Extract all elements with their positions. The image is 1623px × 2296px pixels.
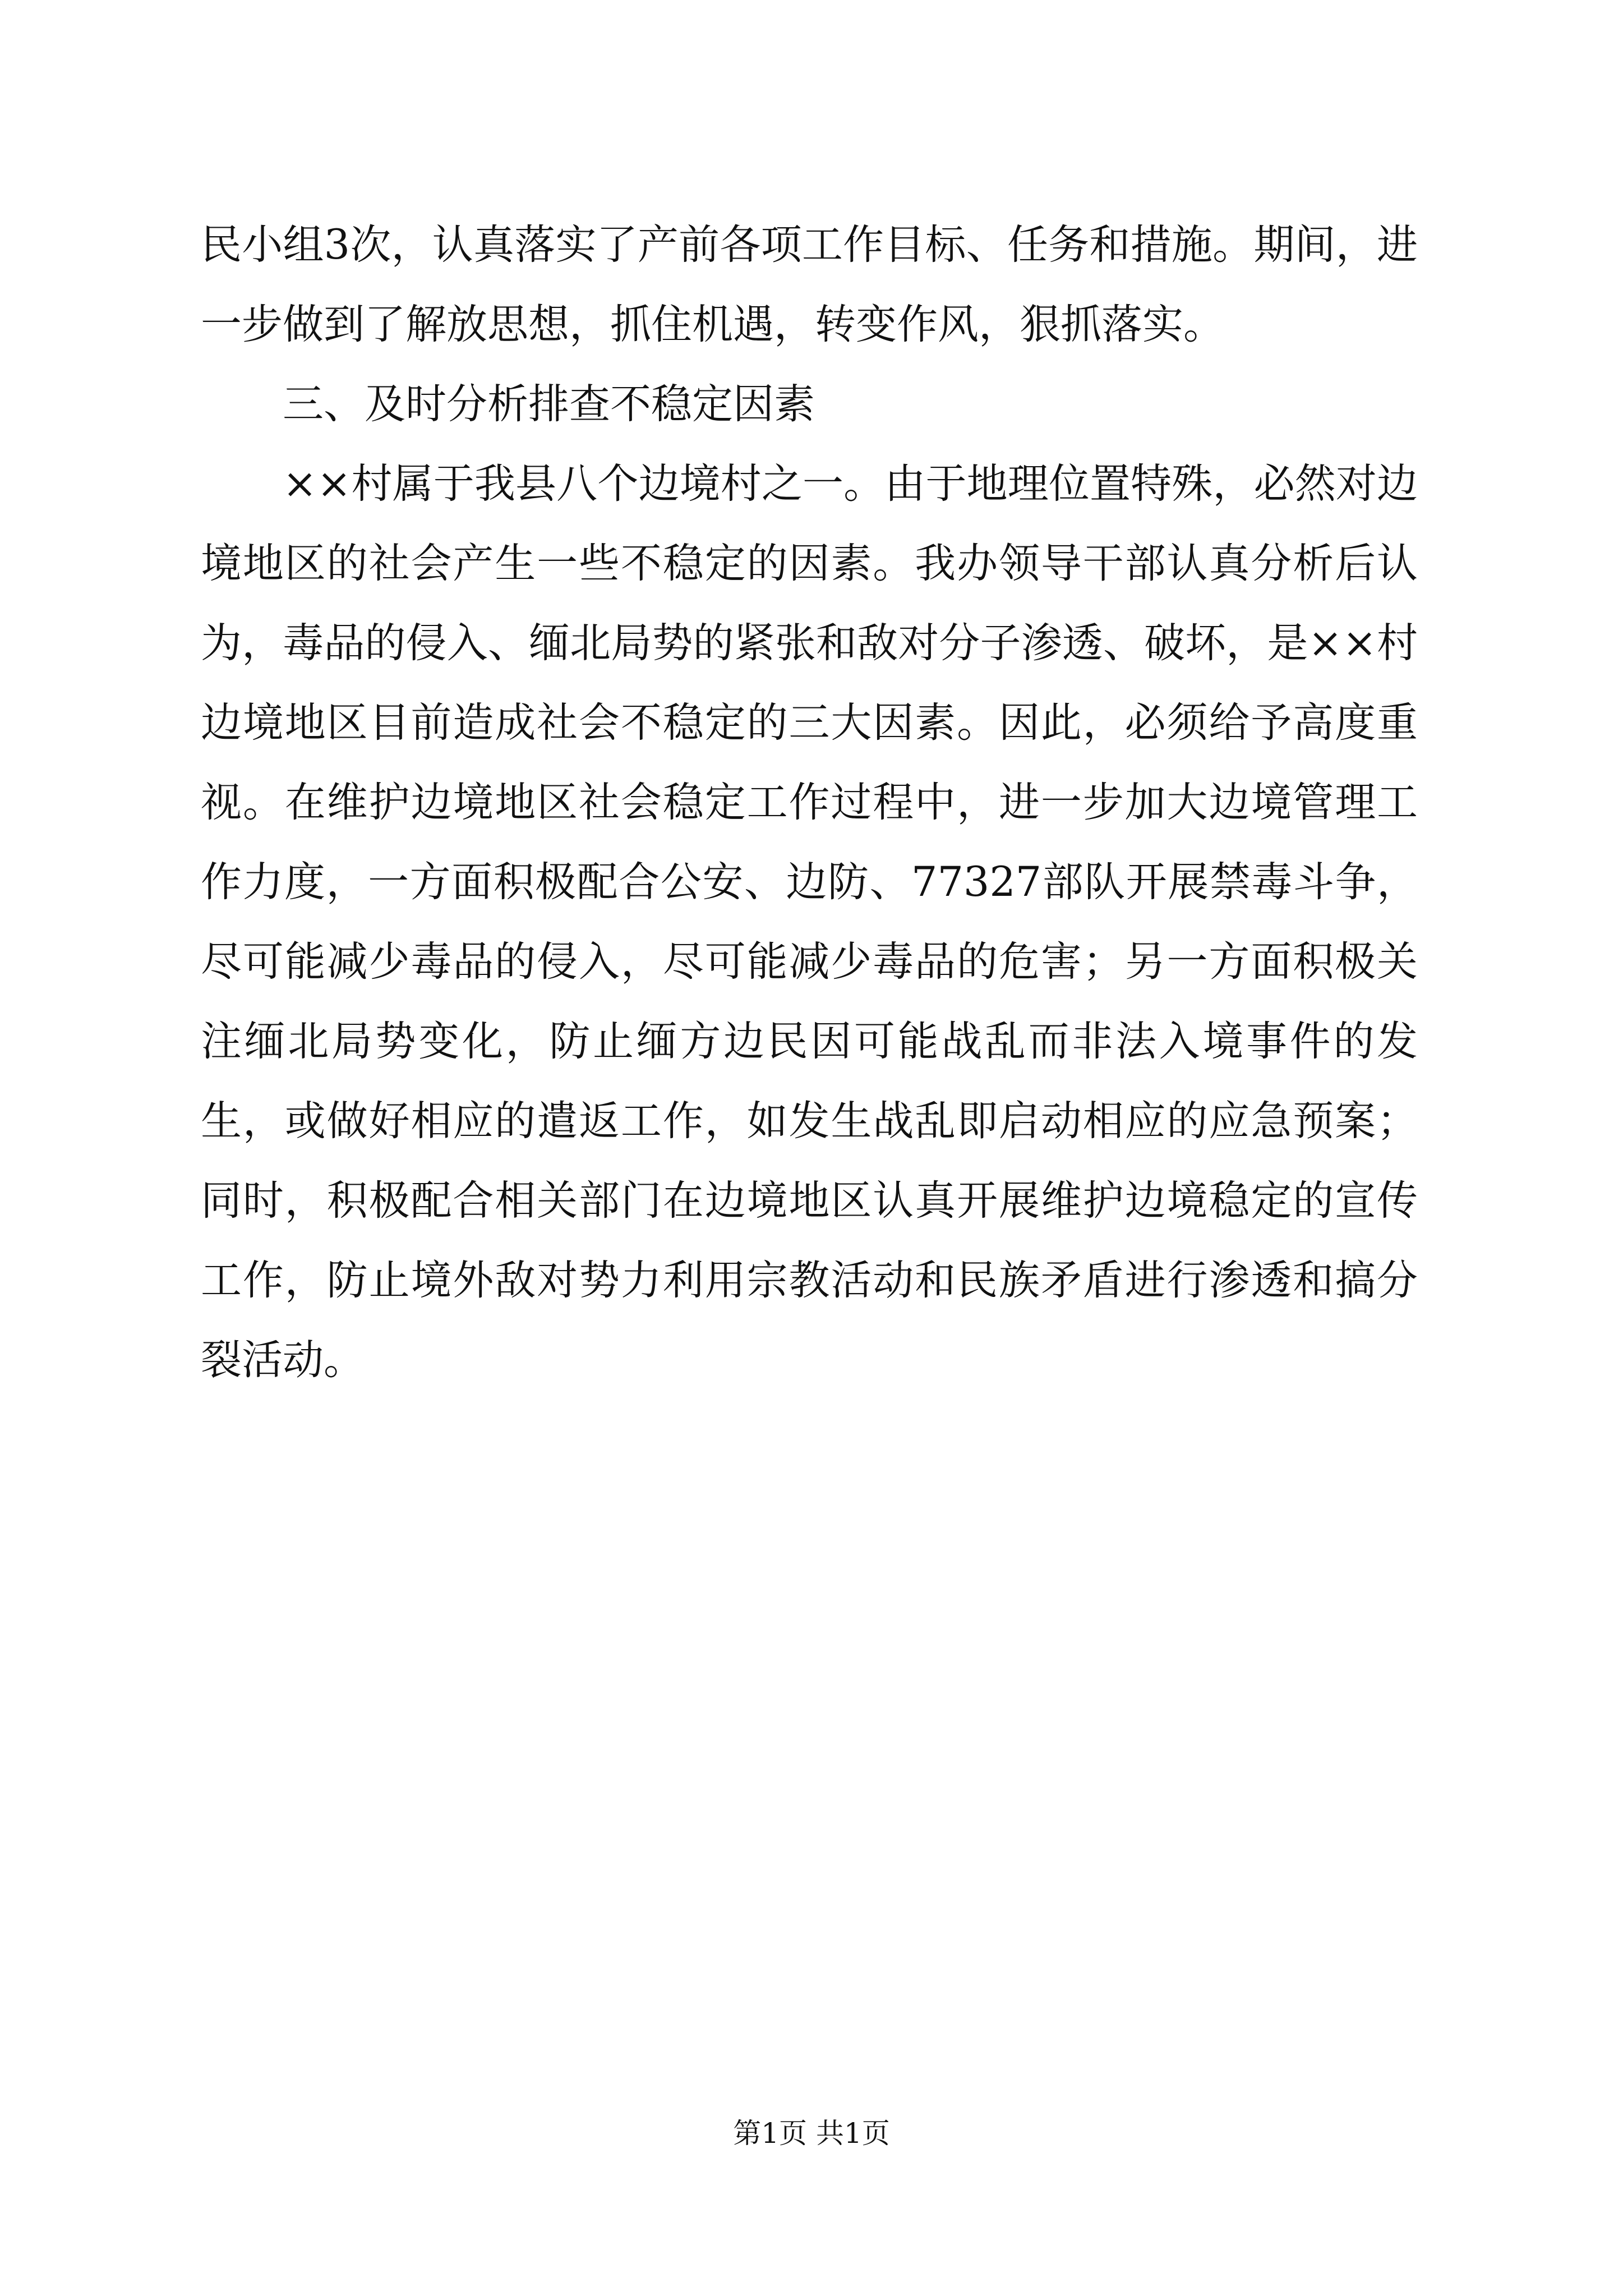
page-number-footer: 第1页 共1页: [733, 2117, 890, 2150]
paragraph-continuation: 民小组3次，认真落实了产前各项工作目标、任务和措施。期间，进一步做到了解放思想，抓住机遇，转变作风，狠抓落实。: [201, 221, 1418, 348]
document-body: [201, 205, 1418, 1400]
section-heading: 三、及时分析排查不稳定因素: [283, 380, 815, 428]
paragraph-body: ××村属于我县八个边境村之一。由于地理位置特殊，必然对边境地区的社会产生一些不稳定的因素。我办领导干部认真分析后认为，毒品的侵入、缅北局势的紧张和敌对分子渗透、破坏，是××村边境地区目前造成社会不稳定的三大因素。因此，必须给予高度重视。在维护边境地区社会稳定工作过程中，进一步加大边境管理工作力度，一方面积极配合公安、边防、77327部队开展禁毒斗争，尽可能减少毒品的侵入，尽可能减少毒品的危害；另一方面积极关注缅北局势变化，防止缅方边民因可能战乱而非法入境事件的发生，或做好相应的遣返工作，如发生战乱即启动相应的应急预案；同时，积极配合相关部门在边境地区认真开展维护边境稳定的宣传工作，防止境外敌对势力利用宗教活动和民族矛盾进行渗透和搞分裂活动。: [201, 460, 1418, 1384]
